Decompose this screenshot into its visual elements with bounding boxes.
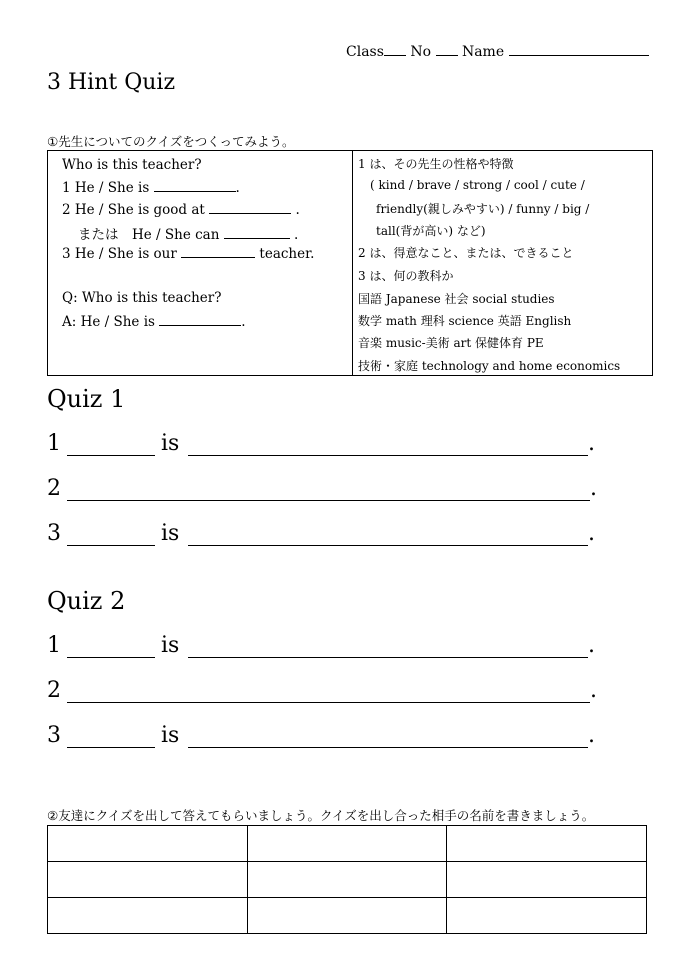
quiz-2-line-3-subject-blank[interactable]	[67, 747, 155, 748]
name-cell[interactable]	[48, 898, 248, 934]
partner-names-table	[47, 825, 647, 934]
hint-left-line-5: 3 He / She is our teacher.	[62, 246, 315, 262]
hint-right-line-6: 3 は、何の教科か	[358, 269, 454, 283]
hint-right-line-7: 国語 Japanese 社会 social studies	[358, 292, 555, 306]
quiz-2-line-3-period: .	[588, 723, 595, 748]
hint-left-line-3: 2 He / She is good at .	[62, 202, 300, 218]
quiz-1-line-3-subject-blank[interactable]	[67, 545, 155, 546]
quiz-2-line-3-answer-blank[interactable]	[188, 747, 588, 748]
hint-right-line-5: 2 は、得意なこと、または、できること	[358, 246, 574, 260]
name-cell[interactable]	[447, 898, 647, 934]
hint-blank	[209, 201, 291, 214]
table-row	[48, 826, 647, 862]
quiz-1-line-3-number: 3	[47, 521, 61, 546]
hint-left-line-7: A: He / She is .	[62, 314, 246, 330]
quiz-1-line-3-is: is	[161, 521, 180, 546]
quiz-2-line-1-answer-blank[interactable]	[188, 657, 588, 658]
quiz-2-line-2-period: .	[590, 678, 597, 703]
quiz-1-line-2-answer-blank[interactable]	[67, 500, 590, 501]
no-label: No	[410, 44, 432, 60]
name-cell[interactable]	[447, 826, 647, 862]
quiz-1-line-2-number: 2	[47, 476, 61, 501]
class-blank[interactable]	[384, 41, 406, 56]
hint-left-line-2: 1 He / She is .	[62, 180, 240, 196]
hint-blank	[159, 313, 241, 326]
hint-box	[47, 150, 653, 376]
name-label: Name	[461, 44, 505, 60]
name-cell[interactable]	[247, 898, 447, 934]
quiz-1-line-3-period: .	[588, 521, 595, 546]
quiz-1-line-1-is: is	[161, 431, 180, 456]
quiz-2-line-3-number: 3	[47, 723, 61, 748]
hint-right-line-8: 数学 math 理科 science 英語 English	[358, 314, 572, 328]
quiz-2-line-1-number: 1	[47, 633, 61, 658]
quiz-1-line-1-subject-blank[interactable]	[67, 455, 155, 456]
class-label: Class	[346, 44, 384, 60]
hint-left-line-6: Q: Who is this teacher?	[62, 290, 222, 306]
quiz-1-line-1-answer-blank[interactable]	[188, 455, 588, 456]
name-cell[interactable]	[247, 862, 447, 898]
hint-blank	[224, 226, 290, 239]
quiz-1-heading: Quiz 1	[47, 385, 126, 413]
quiz-2-line-3-is: is	[161, 723, 180, 748]
instruction-2: ②友達にクイズを出して答えてもらいましょう。クイズを出し合った相手の名前を書きましょう。	[47, 808, 595, 823]
hint-right-line-2: ( kind / brave / strong / cool / cute /	[370, 178, 585, 192]
quiz-1-line-1-number: 1	[47, 431, 61, 456]
hint-box-divider	[352, 151, 353, 375]
hint-blank	[181, 245, 255, 258]
student-info-header	[346, 41, 649, 60]
name-cell[interactable]	[48, 862, 248, 898]
hint-left-line-4: または He / She can .	[78, 227, 299, 243]
quiz-2-line-2-number: 2	[47, 678, 61, 703]
name-cell[interactable]	[247, 826, 447, 862]
quiz-2-line-1-is: is	[161, 633, 180, 658]
table-row	[48, 862, 647, 898]
name-cell[interactable]	[447, 862, 647, 898]
hint-right-line-3: friendly(親しみやすい) / funny / big /	[376, 202, 590, 216]
hint-blank	[154, 179, 236, 192]
quiz-2-line-1-period: .	[588, 633, 595, 658]
quiz-2-line-2-answer-blank[interactable]	[67, 702, 590, 703]
hint-right-line-10: 技術・家庭 technology and home economics	[358, 359, 621, 373]
instruction-1: ①先生についてのクイズをつくってみよう。	[47, 134, 295, 149]
quiz-1-line-1-period: .	[588, 431, 595, 456]
hint-right-line-9: 音楽 music-美術 art 保健体育 PE	[358, 336, 544, 350]
hint-right-line-1: 1 は、その先生の性格や特徴	[358, 157, 514, 171]
quiz-2-heading: Quiz 2	[47, 587, 126, 615]
name-blank[interactable]	[509, 41, 649, 56]
quiz-1-line-2-period: .	[590, 476, 597, 501]
hint-left-line-1: Who is this teacher?	[62, 157, 202, 173]
hint-right-line-4: tall(背が高い) など)	[376, 224, 486, 238]
no-blank[interactable]	[436, 41, 458, 56]
quiz-2-line-1-subject-blank[interactable]	[67, 657, 155, 658]
name-cell[interactable]	[48, 826, 248, 862]
quiz-1-line-3-answer-blank[interactable]	[188, 545, 588, 546]
page-title: 3 Hint Quiz	[47, 70, 176, 95]
table-row	[48, 898, 647, 934]
